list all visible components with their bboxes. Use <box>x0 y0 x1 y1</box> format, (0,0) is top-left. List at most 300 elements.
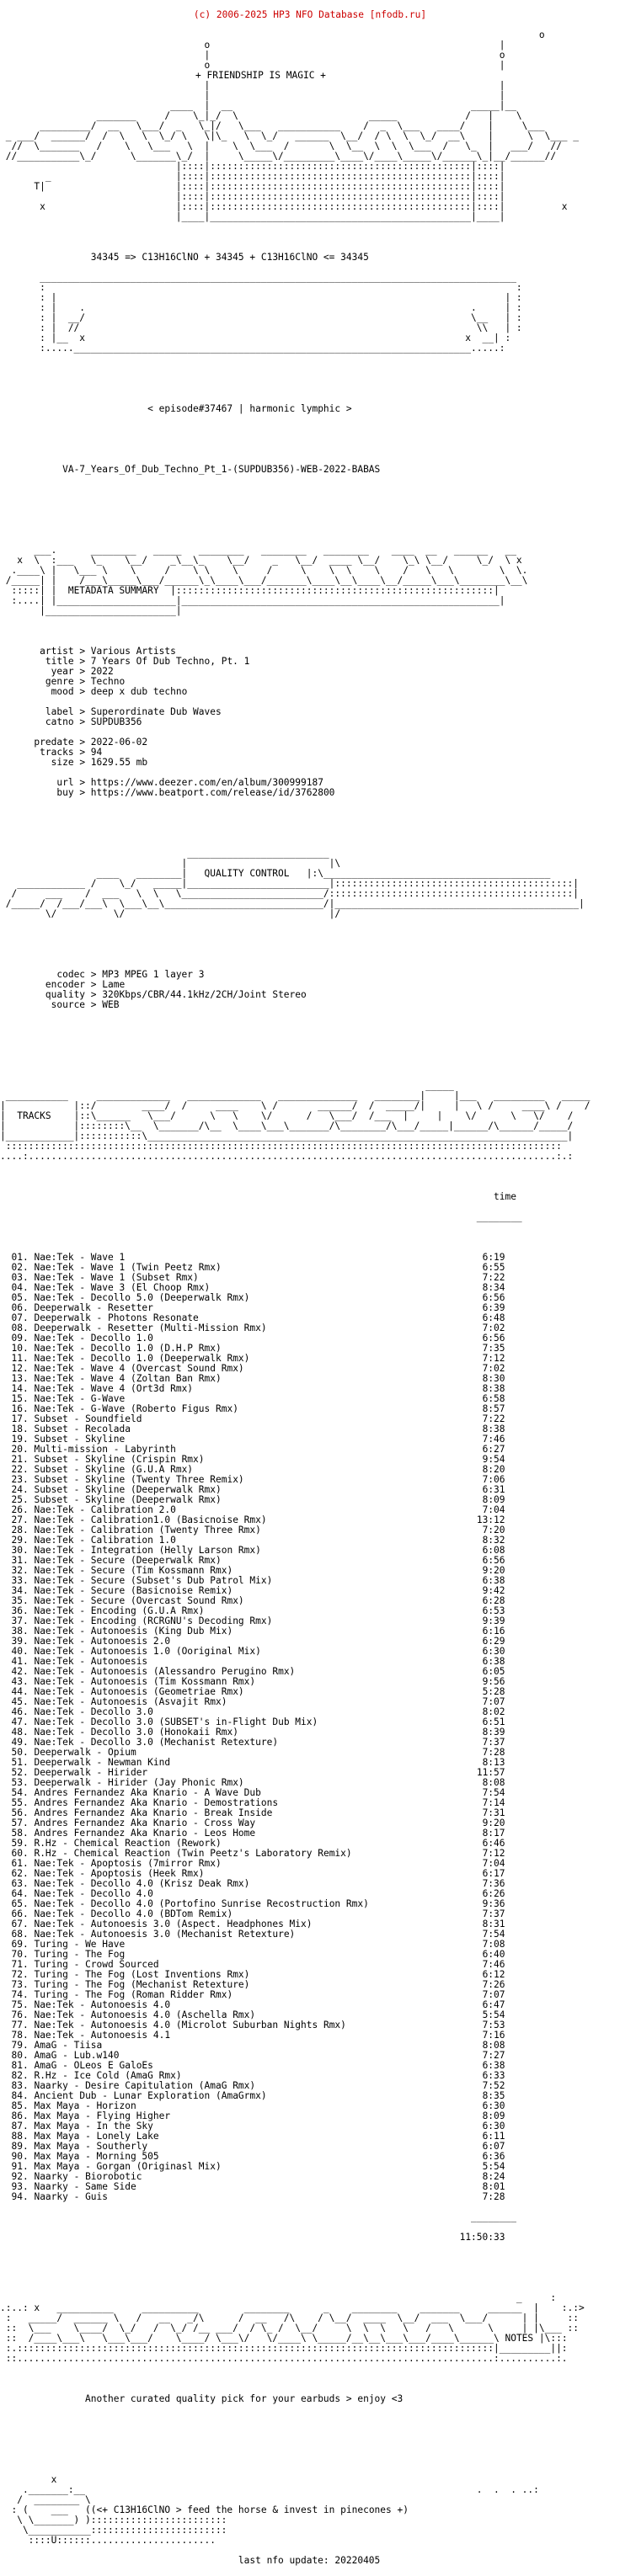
track-number: 86. <box>11 2110 29 2121</box>
track-time: 7:54 <box>482 1929 505 1940</box>
track-number: 11. <box>11 1353 29 1364</box>
track-time: 7:02 <box>482 1363 505 1374</box>
track-time: 6:17 <box>482 1868 505 1879</box>
track-number: 90. <box>11 2151 29 2162</box>
track-title: Nae:Tek - Decollo 5.0 (Deeperwalk Rmx) <box>34 1292 250 1303</box>
track-number: 10. <box>11 1343 29 1354</box>
metadata-row <box>0 717 620 727</box>
track-number: 85. <box>11 2100 29 2111</box>
track-title: Nae:Tek - Decollo 1.0 (D.H.P Rmx) <box>34 1343 222 1354</box>
quality-separator: > <box>85 979 103 990</box>
track-time: 11:57 <box>476 1767 505 1778</box>
track-number: 49. <box>11 1737 29 1748</box>
quality-key: source <box>51 999 86 1010</box>
track-number: 01. <box>11 1252 29 1263</box>
track-title: Nae:Tek - Autonoesis 2.0 <box>34 1636 171 1647</box>
track-number: 63. <box>11 1878 29 1889</box>
track-title: Nae:Tek - Autonoesis 4.0 <box>34 1999 171 2010</box>
track-number: 37. <box>11 1615 29 1626</box>
track-title: Andres Fernandez Aka Knario - Leos Home <box>34 1828 256 1839</box>
track-title: Subset - Skyline (Crispin Rmx) <box>34 1454 205 1465</box>
track-time: 8:08 <box>482 2040 505 2051</box>
metadata-key: artist <box>40 646 74 657</box>
track-title: Naarky - Desire Capitulation (AmaG Rmx) <box>34 2080 256 2091</box>
quality-key: codec <box>56 969 86 980</box>
total-rule: ________ <box>0 2211 516 2222</box>
metadata-separator: > <box>73 686 91 697</box>
track-number: 43. <box>11 1676 29 1687</box>
track-number: 79. <box>11 2040 29 2051</box>
track-time: 6:05 <box>482 1666 505 1677</box>
track-time: 8:39 <box>482 1727 505 1738</box>
metadata-key: genre <box>45 676 74 687</box>
metadata-value: Superordinate Dub Waves <box>90 706 222 717</box>
track-title: Multi-mission - Labyrinth <box>34 1444 176 1455</box>
track-number: 80. <box>11 2050 29 2061</box>
track-number: 22. <box>11 1464 29 1475</box>
track-number: 66. <box>11 1908 29 1919</box>
track-title: Subset - Skyline (Deeperwalk Rmx) <box>34 1494 222 1505</box>
track-number: 51. <box>11 1757 29 1768</box>
track-title: Max Maya - Southerly <box>34 2141 148 2152</box>
track-time: 8:01 <box>482 2181 505 2192</box>
track-number: 03. <box>11 1272 29 1283</box>
track-title: R.Hz - Chemical Reaction (Twin Peetz's Laboratory Remix) <box>34 1848 352 1859</box>
metadata-value: https://www.deezer.com/en/album/300999187 <box>90 777 323 788</box>
track-title: Nae:Tek - Decollo 3.0 (Honokaii Rmx) <box>34 1727 238 1738</box>
metadata-separator: > <box>73 706 91 717</box>
track-time: 8:02 <box>482 1706 505 1717</box>
tracks-ascii-art: _____ ___________ _____________ _____________ ______________ ________| |___ _________ _____ | |::/ ____/ / ____ \ / ______/ / _____/| | \ / ____\ / / | TRACKS |::\______ \___/ \ \ \/ / \___/ /___ | | \/ \ \/ / | |::::::::\__ \_______/\__ \____\___\_______/\________/\___/_____|______/\______/_____/ |____________|:::::::::::\__________________________________________________________________________| :::::::::::::::::::::::::::::::::::::::::::::::::::::::::::::::::::::::::::::::::::::::::::::::::: ....:.............................................................................................:.: <box>0 1080 591 1162</box>
track-time: 6:53 <box>482 1605 505 1616</box>
track-title: Nae:Tek - Calibration 1.0 <box>34 1535 176 1546</box>
track-title: Turing - The Fog <box>34 1949 126 1960</box>
track-number: 33. <box>11 1575 29 1586</box>
track-title: Andres Fernandez Aka Knario - Cross Way <box>34 1818 256 1828</box>
track-title: Max Maya - Gorgan (Originasl Mix) <box>34 2161 222 2172</box>
track-time: 7:07 <box>482 1696 505 1707</box>
track-time: 7:31 <box>482 1807 505 1818</box>
track-time: 7:28 <box>482 1747 505 1758</box>
track-time: 8:08 <box>482 1777 505 1788</box>
track-time: 8:20 <box>482 1464 505 1475</box>
track-title: Nae:Tek - Autonoesis 4.0 (Aschella Rmx) <box>34 2009 256 2020</box>
track-title: Nae:Tek - Apoptosis (Heek Rmx) <box>34 1868 205 1879</box>
track-time: 7:12 <box>482 1353 505 1364</box>
track-time: 5:28 <box>482 1686 505 1697</box>
track-time: 8:13 <box>482 1757 505 1768</box>
quality-key: quality <box>45 989 86 1000</box>
metadata-separator: > <box>73 666 91 677</box>
notes-text-line <box>0 2394 620 2404</box>
track-number: 75. <box>11 1999 29 2010</box>
track-title: Max Maya - Morning 505 <box>34 2151 159 2162</box>
track-number: 20. <box>11 1444 29 1455</box>
metadata-value: 2022-06-02 <box>90 737 148 748</box>
metadata-value: Techno <box>90 676 126 687</box>
track-title: AmaG - OLeos E GaloEs <box>34 2060 153 2071</box>
track-time: 9:39 <box>482 1615 505 1626</box>
track-time: 7:12 <box>482 1848 505 1859</box>
track-time: 6:33 <box>482 2070 505 2081</box>
track-number: 42. <box>11 1666 29 1677</box>
track-time: 6:38 <box>482 2060 505 2071</box>
track-time: 6:16 <box>482 1626 505 1637</box>
total-time: 11:50:33 <box>459 2232 505 2243</box>
track-time: 8:38 <box>482 1424 505 1434</box>
track-title: Nae:Tek - Decollo 4.0 (Krisz Deak Rmx) <box>34 1878 250 1889</box>
track-time: 6:07 <box>482 2141 505 2152</box>
track-number: 06. <box>11 1302 29 1313</box>
notes-ascii-art: _ : .:..: x __________ __________ ________ _ ________ _______ ______ | :.:> : _____/ ______ \ / __ _/\ / __ /\ / \__/ ____ \__/ ___ \___/ | | :: :: \___ \____/ \_/ / \_/ /__ ___/ / \_ / \__/ \ \ \ \ / \ \ | |\___ :: :: /____\___\ \___\___/ \____/ \___\/ \/____\ \_____/__\__\___\___/____\______\ NOTES |\::: :.::::::::::::::::::::::::::::::::::::::::::::::::::::::::::::::::::::::::::::::::::::|_________||: ::....................................................................................:..........:. <box>0 2292 585 2364</box>
track-number: 53. <box>11 1777 29 1788</box>
track-number: 17. <box>11 1413 29 1424</box>
total-line <box>0 2233 620 2243</box>
track-time: 7:02 <box>482 1323 505 1333</box>
track-title: Nae:Tek - Apoptosis (7mirror Rmx) <box>34 1858 222 1869</box>
track-title: Deeperwalk - Resetter <box>34 1302 153 1313</box>
track-title: Nae:Tek - Wave 4 (Overcast Sound Rmx) <box>34 1363 244 1374</box>
track-number: 87. <box>11 2121 29 2132</box>
track-number: 19. <box>11 1434 29 1445</box>
metadata-separator: > <box>73 787 91 798</box>
track-title: Nae:Tek - Encoding (RCRGNU's Decoding Rmx) <box>34 1615 273 1626</box>
track-title: Nae:Tek - Autonoesis <box>34 1656 148 1667</box>
track-time: 7:04 <box>482 1858 505 1869</box>
track-title: Naarky - Same Side <box>34 2181 136 2192</box>
track-number: 34. <box>11 1585 29 1596</box>
track-title: Nae:Tek - Encoding (G.U.A Rmx) <box>34 1605 205 1616</box>
track-number: 05. <box>11 1292 29 1303</box>
tracks-heading: TRACKS <box>17 1110 51 1121</box>
track-number: 16. <box>11 1403 29 1414</box>
track-time: 6:55 <box>482 1262 505 1273</box>
track-number: 91. <box>11 2161 29 2172</box>
quality-value: MP3 MPEG 1 layer 3 <box>102 969 205 980</box>
metadata-separator: > <box>73 757 91 768</box>
track-number: 71. <box>11 1959 29 1970</box>
track-time: 7:22 <box>482 1413 505 1424</box>
track-title: Andres Fernandez Aka Knario - Demostrations <box>34 1797 279 1808</box>
track-number: 24. <box>11 1484 29 1495</box>
quality-ascii-art: _________________________ | |\ ____ ________| QUALITY CONTROL |:\________________________________________ ____________ / \_/ _____|_________________________|::::::::::::::::::::::::::::::::::::::::::| / ___ / ___ \ \ \_________________________/:::::::::::::::::::::::::::::::::::::::::::| /_____/ /___/___\ \___\__\____________________________/|___________________________________________| \/ \/ |/ <box>5 848 585 919</box>
track-time: 6:39 <box>482 1302 505 1313</box>
quality-row <box>0 1000 620 1010</box>
quality-separator: > <box>85 969 103 980</box>
track-title: Andres Fernandez Aka Knario - A Wave Dub <box>34 1787 261 1798</box>
track-title: Nae:Tek - Wave 3 (El Choop Rmx) <box>34 1282 211 1293</box>
release-name: VA-7_Years_Of_Dub_Techno_Pt_1-(SUPDUB356)-WEB-2022-BABAS <box>62 464 381 475</box>
track-number: 28. <box>11 1525 29 1535</box>
track-title: Nae:Tek - Calibration1.0 (Basicnoise Rmx) <box>34 1514 267 1525</box>
track-title: Nae:Tek - Autonoesis (Geometriae Rmx) <box>34 1686 244 1697</box>
track-list <box>0 1253 620 2202</box>
track-number: 89. <box>11 2141 29 2152</box>
metadata-separator: > <box>73 716 91 727</box>
copyright-line: (c) 2006-2025 HP3 NFO Database [nfodb.ru] <box>193 9 427 20</box>
track-title: Ancient Dub - Lunar Exploration (AmaGrmx) <box>34 2090 267 2101</box>
track-number: 65. <box>11 1898 29 1909</box>
track-time: 7:28 <box>482 2191 505 2202</box>
track-time: 6:19 <box>482 1252 505 1263</box>
track-time: 5:54 <box>482 2161 505 2172</box>
metadata-separator: > <box>73 646 91 657</box>
track-time: 8:17 <box>482 1828 505 1839</box>
track-title: Nae:Tek - Autonoesis 3.0 (Mechanist Retexture) <box>34 1929 296 1940</box>
track-time: 6:30 <box>482 2100 505 2111</box>
track-time: 9:42 <box>482 1585 505 1596</box>
track-time: 6:51 <box>482 1716 505 1727</box>
track-number: 73. <box>11 1979 29 1990</box>
track-time: 9:20 <box>482 1565 505 1576</box>
track-time: 7:07 <box>482 1989 505 2000</box>
track-title: Nae:Tek - Secure (Deeperwalk Rmx) <box>34 1555 222 1566</box>
quality-separator: > <box>85 989 103 1000</box>
release-line <box>0 465 620 475</box>
track-number: 60. <box>11 1848 29 1859</box>
quality-value: WEB <box>102 999 120 1010</box>
quality-section <box>0 970 620 1010</box>
track-number: 25. <box>11 1494 29 1505</box>
track-time: 6:27 <box>482 1444 505 1455</box>
group-line <box>0 253 620 263</box>
track-number: 09. <box>11 1333 29 1344</box>
track-number: 92. <box>11 2171 29 2182</box>
track-time: 7:46 <box>482 1959 505 1970</box>
track-time: 8:09 <box>482 2110 505 2121</box>
track-number: 21. <box>11 1454 29 1465</box>
track-title: Subset - Skyline <box>34 1434 126 1445</box>
track-time: 6:26 <box>482 1888 505 1899</box>
metadata-key: title <box>45 656 74 667</box>
track-number: 50. <box>11 1747 29 1758</box>
time-header: time <box>493 1191 516 1202</box>
track-time: 8:34 <box>482 1282 505 1293</box>
track-title: Nae:Tek - Calibration 2.0 <box>34 1504 176 1515</box>
metadata-value: Various Artists <box>90 646 176 657</box>
track-time: 7:36 <box>482 1878 505 1889</box>
track-time: 9:54 <box>482 1454 505 1465</box>
quality-value: Lame <box>102 979 126 990</box>
track-time: 7:37 <box>482 1737 505 1748</box>
track-number: 44. <box>11 1686 29 1697</box>
track-number: 23. <box>11 1474 29 1485</box>
track-number: 02. <box>11 1262 29 1273</box>
track-number: 84. <box>11 2090 29 2101</box>
time-header-line <box>0 1192 620 1202</box>
track-number: 31. <box>11 1555 29 1566</box>
track-number: 29. <box>11 1535 29 1546</box>
metadata-key: year <box>51 666 74 677</box>
track-time: 8:24 <box>482 2171 505 2182</box>
track-time: 7:53 <box>482 2020 505 2030</box>
track-row <box>0 2192 620 2202</box>
track-number: 38. <box>11 1626 29 1637</box>
track-title: Subset - Soundfield <box>34 1413 142 1424</box>
track-time: 6:56 <box>482 1555 505 1566</box>
track-title: Max Maya - In the Sky <box>34 2121 153 2132</box>
track-title: Nae:Tek - Decollo 3.0 (SUBSET's in-Flight Dub Mix) <box>34 1716 318 1727</box>
separator-ascii-art: ____________________________________________________________________________________ : : : | | : : | . . | : : | __/ \__ | : : | // \\ | : : |__ x x __| : :.....______________________________________________________________________.....: <box>40 272 522 354</box>
track-title: Nae:Tek - Secure (Basicnoise Remix) <box>34 1585 233 1596</box>
track-time: 6:46 <box>482 1838 505 1849</box>
track-title: Nae:Tek - Wave 4 (Ort3d Rmx) <box>34 1383 194 1394</box>
metadata-row <box>0 758 620 768</box>
track-time: 6:38 <box>482 1656 505 1667</box>
track-number: 39. <box>11 1636 29 1647</box>
quality-separator: > <box>85 999 103 1010</box>
track-title: Nae:Tek - Decollo 4.0 (Portofino Sunrise Recostruction Rmx) <box>34 1898 369 1909</box>
metadata-key: url <box>56 777 74 788</box>
track-title: Deeperwalk - Resetter (Multi-Mission Rmx) <box>34 1323 267 1333</box>
track-title: Nae:Tek - Secure (Overcast Sound Rmx) <box>34 1595 244 1606</box>
metadata-ascii-art: ___. ________ _____ ________ ________ ________ ____ __ ______ __ x \ :___ \_ \__/ _\__\_ \__/ _ \__/ ____ \__/ \_\ \__/ \_/ \ x .____\ | \___ \ \ / \ \ \ / \ \ \ \ / \ \ \ \. /_____| | /___\_____\___/______\_\____\___/_______\____\__\____\__/_____\___\________\__\ :::::| | METADATA SUMMARY |::::::::::::::::::::::::::::::::::::::::::::::::::::::::| :....| |_____________________|________________________________________________________| |_______________________| <box>5 545 528 616</box>
track-number: 18. <box>11 1424 29 1434</box>
track-number: 64. <box>11 1888 29 1899</box>
track-title: Nae:Tek - Autonoesis (Tim Kossmann Rmx) <box>34 1676 256 1687</box>
track-number: 26. <box>11 1504 29 1515</box>
track-title: Turing - The Fog (Lost Inventions Rmx) <box>34 1969 250 1980</box>
track-time: 7:06 <box>482 1474 505 1485</box>
track-title: Deeperwalk - Hirider (Jay Phonic Rmx) <box>34 1777 244 1788</box>
track-time: 8:30 <box>482 1373 505 1384</box>
footer-ascii-art: x ._______:__ . . . ..: / ________ \ : ( ___ ((<+ C13H16ClNO > feed the horse & invest in pinecones +) \ \_______) ):::::::::::::::::::::::: \___________:::::::::::::::::::::::: ::::U::::::...................... <box>11 2474 539 2546</box>
track-number: 45. <box>11 1696 29 1707</box>
track-time: 7:22 <box>482 1272 505 1283</box>
track-time: 6:56 <box>482 1292 505 1303</box>
track-time: 6:47 <box>482 1999 505 2010</box>
metadata-separator: > <box>73 737 91 748</box>
track-time: 7:16 <box>482 2030 505 2041</box>
track-time: 9:20 <box>482 1818 505 1828</box>
header-ascii-art: o o | | o o | + FRIENDSHIP IS MAGIC + | | | | ____ | __ _____|__ _______ / \_|_/ \ _____ / | \ _________/ __ \___/ _ \_|/ \___ ___________ / _ \___ ____/ | \___ _ ___/ ______/ / \ \ \_/ \ \|\_ \ \_/ ______ \__/ / \ \ \_/ __\ | \ \___ _ // \_______ / \ \___ \ | \ \___ / \ \__ \ \ \___ / \_ | ___/ // //___________\_/ \_______\_/ | \_____\/_________\____\/____\_____\/______\_|__/______// |::::|::::::::::::::::::::::::::::::::::::::::::::::|::::| _ |::::|::::::::::::::::::::::::::::::::::::::::::::::|::::| T| |::::|::::::::::::::::::::::::::::::::::::::::::::::|::::| |::::|::::::::::::::::::::::::::::::::::::::::::::::|::::| x |::::|::::::::::::::::::::::::::::::::::::::::::::::|::::| x |____|______________________________________________|____| <box>0 30 620 222</box>
track-number: 14. <box>11 1383 29 1394</box>
track-number: 35. <box>11 1595 29 1606</box>
track-number: 88. <box>11 2131 29 2142</box>
track-number: 69. <box>11 1939 29 1950</box>
track-time: 6:29 <box>482 1636 505 1647</box>
metadata-separator: > <box>73 676 91 687</box>
metadata-key: size <box>51 757 74 768</box>
track-number: 83. <box>11 2080 29 2091</box>
track-number: 54. <box>11 1787 29 1798</box>
track-time: 6:58 <box>482 1393 505 1404</box>
track-number: 58. <box>11 1828 29 1839</box>
track-time: 6:28 <box>482 1595 505 1606</box>
track-title: Nae:Tek - Autonoesis (Asvajit Rmx) <box>34 1696 227 1707</box>
metadata-value: https://www.beatport.com/release/id/3762800 <box>90 787 335 798</box>
track-title: Nae:Tek - Integration (Helly Larson Rmx) <box>34 1545 261 1556</box>
track-number: 82. <box>11 2070 29 2081</box>
episode-label: < episode#37467 | harmonic lymphic > <box>147 403 352 414</box>
track-title: Nae:Tek - Wave 4 (Zoltan Ban Rmx) <box>34 1373 222 1384</box>
track-time: 7:20 <box>482 1525 505 1535</box>
metadata-value: 1629.55 mb <box>90 757 148 768</box>
track-time: 6:31 <box>482 1484 505 1495</box>
track-title: Turing - The Fog (Roman Ridder Rmx) <box>34 1989 233 2000</box>
track-title: Deeperwalk - Opium <box>34 1747 136 1758</box>
episode-line <box>0 404 620 414</box>
track-number: 57. <box>11 1818 29 1828</box>
metadata-value: 94 <box>90 747 103 758</box>
track-time: 7:27 <box>482 2050 505 2061</box>
track-number: 55. <box>11 1797 29 1808</box>
track-number: 13. <box>11 1373 29 1384</box>
metadata-heading: METADATA SUMMARY <box>67 585 159 596</box>
track-number: 47. <box>11 1716 29 1727</box>
track-time: 7:26 <box>482 1979 505 1990</box>
track-title: R.Hz - Chemical Reaction (Rework) <box>34 1838 222 1849</box>
track-time: 7:52 <box>482 2080 505 2091</box>
track-time: 8:09 <box>482 1494 505 1505</box>
metadata-separator: > <box>73 777 91 788</box>
track-time: 6:11 <box>482 2131 505 2142</box>
track-title: Nae:Tek - Decollo 4.0 <box>34 1888 153 1899</box>
track-number: 40. <box>11 1646 29 1657</box>
track-number: 07. <box>11 1312 29 1323</box>
track-number: 32. <box>11 1565 29 1576</box>
track-time: 6:36 <box>482 2151 505 2162</box>
track-title: Deeperwalk - Hirider <box>34 1767 148 1778</box>
track-time: 6:56 <box>482 1333 505 1344</box>
track-title: AmaG - Lub.w140 <box>34 2050 120 2061</box>
footer-slogan: (<+ C13H16ClNO > feed the horse & invest in pinecones +) <box>90 2504 409 2515</box>
track-time: 6:12 <box>482 1969 505 1980</box>
track-title: Nae:Tek - Autonoesis (Alessandro Perugino Rmx) <box>34 1666 296 1677</box>
track-number: 94. <box>11 2191 29 2202</box>
track-number: 04. <box>11 1282 29 1293</box>
track-number: 70. <box>11 1949 29 1960</box>
track-number: 52. <box>11 1767 29 1778</box>
metadata-separator: > <box>73 747 91 758</box>
track-title: Turing - We Have <box>34 1939 126 1950</box>
track-title: Nae:Tek - Autonoesis 4.0 (Microlot Suburban Nights Rmx) <box>34 2020 346 2030</box>
metadata-row <box>0 687 620 697</box>
track-title: Nae:Tek - Wave 1 <box>34 1252 126 1263</box>
track-title: AmaG - Tiisa <box>34 2040 103 2051</box>
track-number: 12. <box>11 1363 29 1374</box>
track-title: Deeperwalk - Newman Kind <box>34 1757 171 1768</box>
track-time: 6:30 <box>482 2121 505 2132</box>
track-time: 7:37 <box>482 1908 505 1919</box>
track-number: 36. <box>11 1605 29 1616</box>
track-number: 68. <box>11 1929 29 1940</box>
metadata-key: tracks <box>40 747 74 758</box>
track-title: Nae:Tek - Autonoesis 1.0 (Ooriginal Mix) <box>34 1646 261 1657</box>
metadata-key: mood <box>51 686 74 697</box>
track-time: 6:40 <box>482 1949 505 1960</box>
track-number: 15. <box>11 1393 29 1404</box>
track-number: 56. <box>11 1807 29 1818</box>
track-title: R.Hz - Ice Cold (AmaG Rmx) <box>34 2070 182 2081</box>
track-time: 8:35 <box>482 2090 505 2101</box>
quality-heading: QUALITY CONTROL <box>204 868 290 879</box>
track-title: Max Maya - Horizon <box>34 2100 136 2111</box>
track-number: 30. <box>11 1545 29 1556</box>
track-title: Nae:Tek - Wave 1 (Twin Peetz Rmx) <box>34 1262 222 1273</box>
track-time: 7:04 <box>482 1504 505 1515</box>
track-title: Nae:Tek - Autonoesis 3.0 (Aspect. Headphones Mix) <box>34 1919 313 1929</box>
track-time: 8:32 <box>482 1535 505 1546</box>
track-number: 72. <box>11 1969 29 1980</box>
track-time: 6:48 <box>482 1312 505 1323</box>
track-number: 27. <box>11 1514 29 1525</box>
time-header-rule: ________ <box>0 1211 522 1222</box>
track-number: 41. <box>11 1656 29 1667</box>
track-number: 93. <box>11 2181 29 2192</box>
track-time: 7:54 <box>482 1787 505 1798</box>
notes-heading: NOTES <box>505 2333 534 2344</box>
